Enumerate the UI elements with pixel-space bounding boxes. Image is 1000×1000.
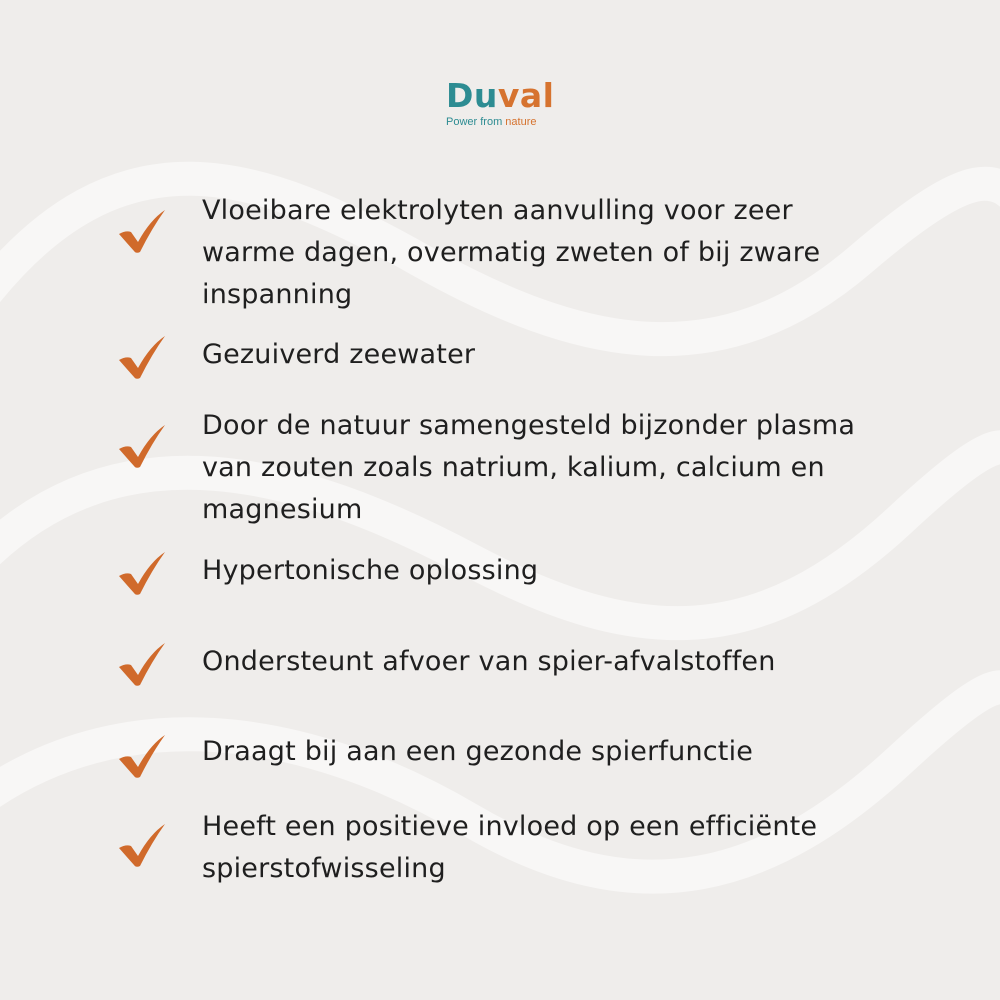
benefit-text: Gezuiverd zeewater <box>202 339 476 370</box>
logo-tagline-part2: nature <box>505 116 537 128</box>
logo-word-part1: Du <box>446 76 498 115</box>
benefit-text: Heeft een positieve invloed op een efficiënte spierstofwisseling <box>202 811 818 884</box>
checkmark-icon <box>116 334 168 380</box>
logo-wordmark <box>446 78 566 114</box>
checkmark-icon <box>116 423 168 469</box>
benefit-text: Hypertonische oplossing <box>202 555 539 586</box>
benefit-text: Ondersteunt afvoer van spier-afvalstoffen <box>202 646 776 677</box>
checkmark-icon <box>116 822 168 868</box>
benefit-text: Vloeibare elektrolyten aanvulling voor zeer warme dagen, overmatig zweten of bij zware inspanning <box>202 195 821 310</box>
checkmark-icon <box>116 641 168 687</box>
logo-tagline-part1: Power from <box>446 116 506 128</box>
benefit-text: Door de natuur samengesteld bijzonder plasma van zouten zoals natrium, kalium, calcium en magnesium <box>202 410 856 525</box>
checkmark-icon <box>116 550 168 596</box>
brand-logo <box>446 78 566 129</box>
logo-tagline <box>446 116 566 129</box>
checkmark-icon <box>116 733 168 779</box>
checkmark-icon <box>116 208 168 254</box>
benefit-text: Draagt bij aan een gezonde spierfunctie <box>202 736 754 767</box>
logo-word-part2: val <box>497 76 555 115</box>
